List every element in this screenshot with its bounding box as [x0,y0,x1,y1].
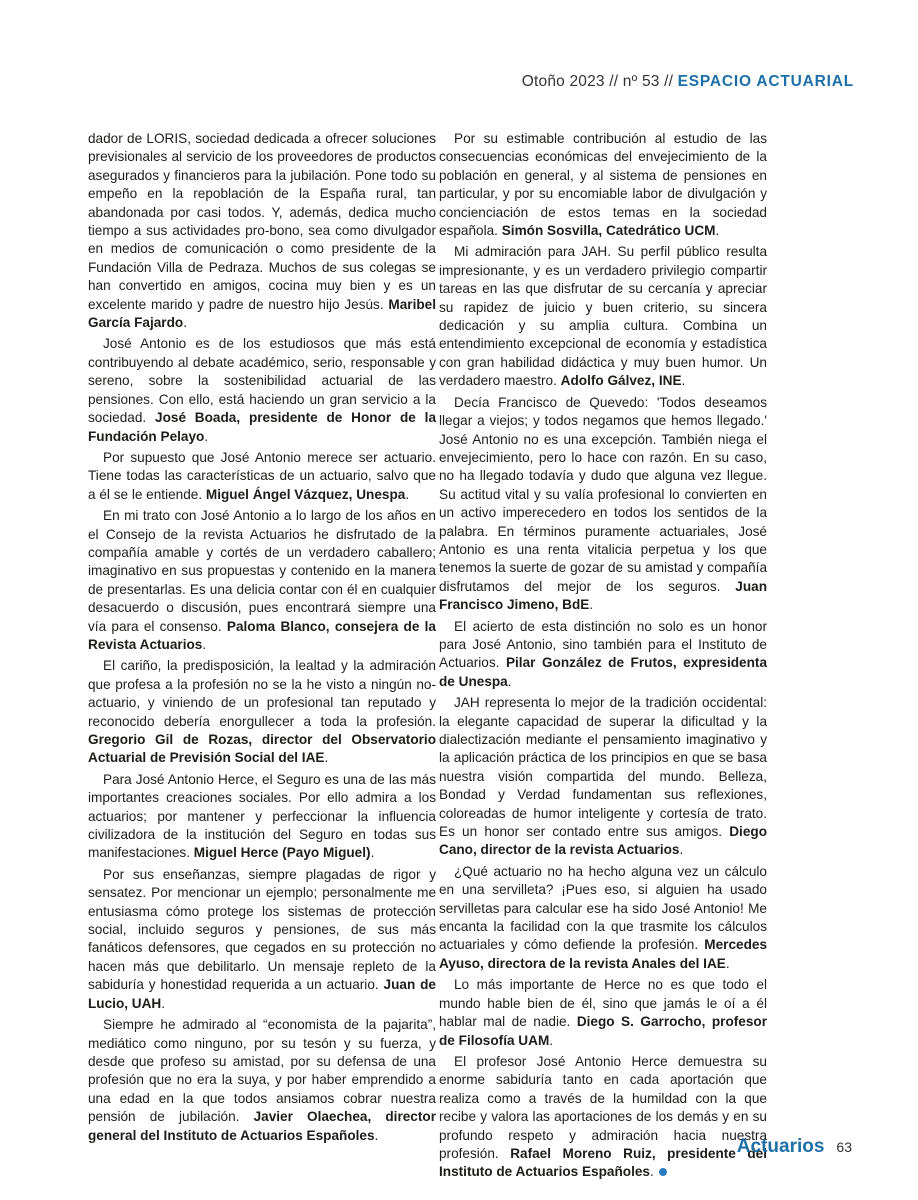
testimonial-paragraph [88,335,436,445]
testimonial-paragraph [88,507,436,654]
testimonial-author: Miguel Herce (Payo Miguel) [193,845,371,861]
testimonial-text: Mi admiración para JAH. Su perfil público resulta impresionante, y es un verdadero privilegio compartir tareas en las que disfrutar de su cercanía y apreciar su rapidez de juicio y buen criterio, su sincera dedicación y su amplia cultura. Combina un entendimiento excepcional de economía y estadística con gran habilidad didáctica y muy buen humor. Un verdadero maestro. [439,244,767,389]
testimonial-text: ¿Qué actuario no ha hecho alguna vez un cálculo en una servilleta? ¡Pues eso, si alguien ha usado servilletas para calcular ese ha sido José Antonio! Me encanta la facilidad con la que trasmite los cálculos actuariales y cómo defiende la profesión. [439,863,767,953]
testimonial-author: Javier Olaechea, director general del Instituto de Actuarios Españoles [88,1109,436,1143]
testimonial-paragraph [439,618,767,692]
magazine-brand: Actuarios [736,1136,825,1157]
testimonial-tail: . [324,750,329,766]
testimonial-text: El acierto de esta distinción no solo es un honor para José Antonio, sino también para el Instituto de Actuarios. [439,618,767,671]
page-footer [737,1136,852,1158]
testimonial-author: Rafael Moreno Ruiz, presidente del Instituto de Actuarios Españoles [439,1145,767,1180]
testimonial-paragraph [439,394,767,615]
testimonial-tail: . [681,373,686,389]
testimonial-tail: . [374,1127,379,1143]
testimonial-text: JAH representa lo mejor de la tradición occidental: la elegante capacidad de superar la dificultad y la dialectización mediante el pensamiento imaginativo y la aplicación práctica de los principios en que se basa nuestra visión compartida del mundo. Belleza, Bondad y Verdad fundamentan sus reflexiones, coloreadas de humor inteligente y cortesía de trato. Es un honor ser contado entre sus amigos. [439,695,767,840]
testimonial-text: Por supuesto que José Antonio merece ser actuario. Tiene todas las características de un actuario, salvo que a él se le entiende. [88,449,436,502]
testimonial-tail: . [725,955,730,971]
right-column [439,130,767,1185]
testimonial-author: Simón Sosvilla, Catedrático UCM [501,223,716,239]
testimonial-text: Por sus enseñanzas, siempre plagadas de rigor y sensatez. Por mencionar un ejemplo; personalmente me entusiasma cómo protege los sistemas de protección social, incluido seguros y pensiones, de sus más fanáticos defensores, que cegados en su protección no hacen más que debilitarlo. Un mensaje repleto de la sabiduría y honestidad requerida a un actuario. [88,866,436,993]
testimonial-paragraph [88,866,436,1013]
testimonial-tail: . [549,1032,554,1048]
testimonial-author: Gregorio Gil de Rozas, director del Observatorio Actuarial de Previsión Social del IAE [88,732,436,766]
testimonial-author: Mercedes Ayuso, directora de la revista Anales del IAE [439,937,767,971]
testimonial-author: Miguel Ángel Vázquez, Unespa [205,486,406,502]
testimonial-author: Juan de Lucio, UAH [88,977,436,1011]
testimonial-paragraph [88,449,436,504]
testimonial-author: Diego Cano, director de la revista Actuarios [439,824,767,858]
testimonial-author: Maribel García Fajardo [88,296,436,331]
testimonial-author: Pilar González de Frutos, expresidenta de Unespa [439,655,768,689]
testimonial-paragraph [88,771,436,863]
testimonial-tail: . [679,842,684,858]
testimonial-author: Juan Francisco Jimeno, BdE [439,578,767,613]
testimonial-author: José Boada, presidente de Honor de la Fundación Pelayo [88,410,437,444]
testimonial-paragraph [439,976,767,1050]
testimonial-paragraph [88,657,436,767]
testimonial-author: Adolfo Gálvez, INE [560,373,682,389]
section-title: ESPACIO ACTUARIAL [677,73,854,90]
testimonial-text: El cariño, la predisposición, la lealtad y la admiración que profesa a la profesión no se la he visto a ningún no-actuario, y viniendo de un profesional tan reputado y reconocido debería enorgullecer a toda la profesión. [88,658,436,729]
testimonial-tail: . [650,1164,654,1180]
testimonial-text: Para José Antonio Herce, el Seguro es una de las más importantes creaciones sociales. Por ello admira a los actuarios; por mantener y perfeccionar la influencia civilizadora de la institución del Seguro en todas sus manifestaciones. [88,771,436,861]
testimonial-text: dador de LORIS, sociedad dedicada a ofrecer soluciones previsionales al servicio de los proveedores de productos asegurados y financieros para la jubilación. Pone todo su empeño en la repoblación de la España rural, tan abandonada por casi todos. Y, además, dedica mucho tiempo a sus actividades pro-bono, sea como divulgador en medios de comunicación o como presidente de la Fundación Villa de Pedraza. Muchos de sus colegas se han convertido en amigos, cocina muy bien y es un excelente marido y padre de nuestro hijo Jesús. [88,131,436,312]
testimonial-text: En mi trato con José Antonio a lo largo de los años en el Consejo de la revista Actuarios he disfrutado de la compañía amable y cortés de un verdadero caballero; imaginativo en sus propuestas y contenido en la manera de presentarlas. Es una delicia contar con él en cualquier desacuerdo o discusión, pues encontrará siempre una vía para el consenso. [88,508,436,634]
testimonial-tail: . [370,845,375,861]
testimonial-text: Lo más importante de Herce no es que todo el mundo hable bien de él, sino que jamás le oí a él hablar mal de nadie. [439,977,767,1030]
testimonial-tail: . [204,428,209,444]
testimonial-paragraph [439,243,767,390]
testimonial-text: Por su estimable contribución al estudio de las consecuencias económicas del envejecimiento de la población en general, y al sistema de pensiones en particular, y por su encomiable labor de divulgación y concienciación de estos temas en la sociedad española. [439,131,767,239]
testimonial-tail: . [161,995,166,1011]
running-header [522,73,854,91]
testimonial-text: Decía Francisco de Quevedo: 'Todos deseamos llegar a viejos; y todos negamos que hemos llegado.' José Antonio no es una excepción. También niega el envejecimiento, pero lo hace con razón. En su caso, no ha llegado todavía y dudo que alguna vez llegue. Su actitud vital y su valía profesional lo convierten en un activo imperecedero en todos los sentidos de la palabra. En términos puramente actuariales, José Antonio es una renta vitalicia perpetua y los que tenemos la suerte de gozar de su amistad y compañía disfrutamos del mejor de los seguros. [439,394,767,594]
testimonial-tail: . [715,223,720,239]
testimonial-paragraph [88,1016,436,1145]
testimonial-tail: . [183,315,187,331]
testimonial-text: El profesor José Antonio Herce demuestra su enorme sabiduría tanto en cada aportación que realiza como a través de la humildad con la que recibe y valora las aportaciones de los demás y en su profundo respeto y admiración hacia nuestra profesión. [439,1053,767,1161]
left-column [88,130,436,1148]
testimonial-paragraph [439,130,767,240]
page-number: 63 [836,1139,852,1155]
end-of-article-dot-icon [659,1168,667,1176]
testimonial-paragraph [439,1053,767,1182]
testimonial-tail: . [405,486,410,502]
testimonial-paragraph [88,130,436,332]
testimonial-paragraph [439,863,767,973]
testimonial-tail: . [202,636,207,652]
issue-info: Otoño 2023 // nº 53 // [521,73,678,90]
testimonial-paragraph [439,694,767,860]
testimonial-text: José Antonio es de los estudiosos que más está contribuyendo al debate académico, serio, responsable y sereno, sobre la sostenibilidad actuarial de las pensiones. Con ello, está haciendo un gran servicio a la sociedad. [88,336,436,426]
testimonial-author: Paloma Blanco, consejera de la Revista Actuarios [88,618,436,652]
testimonial-tail: . [507,673,512,689]
testimonial-text: Siempre he admirado al “economista de la pajarita”, mediático como ninguno, por su tesón y su fuerza, y desde que profeso su amistad, por su defensa de una profesión que no era la suya, y por haber emprendido a una edad en la que todos ansiamos cobrar nuestra pensión de jubilación. [88,1017,436,1125]
testimonial-tail: . [589,597,594,613]
testimonial-author: Diego S. Garrocho, profesor de Filosofía UAM [439,1014,767,1048]
